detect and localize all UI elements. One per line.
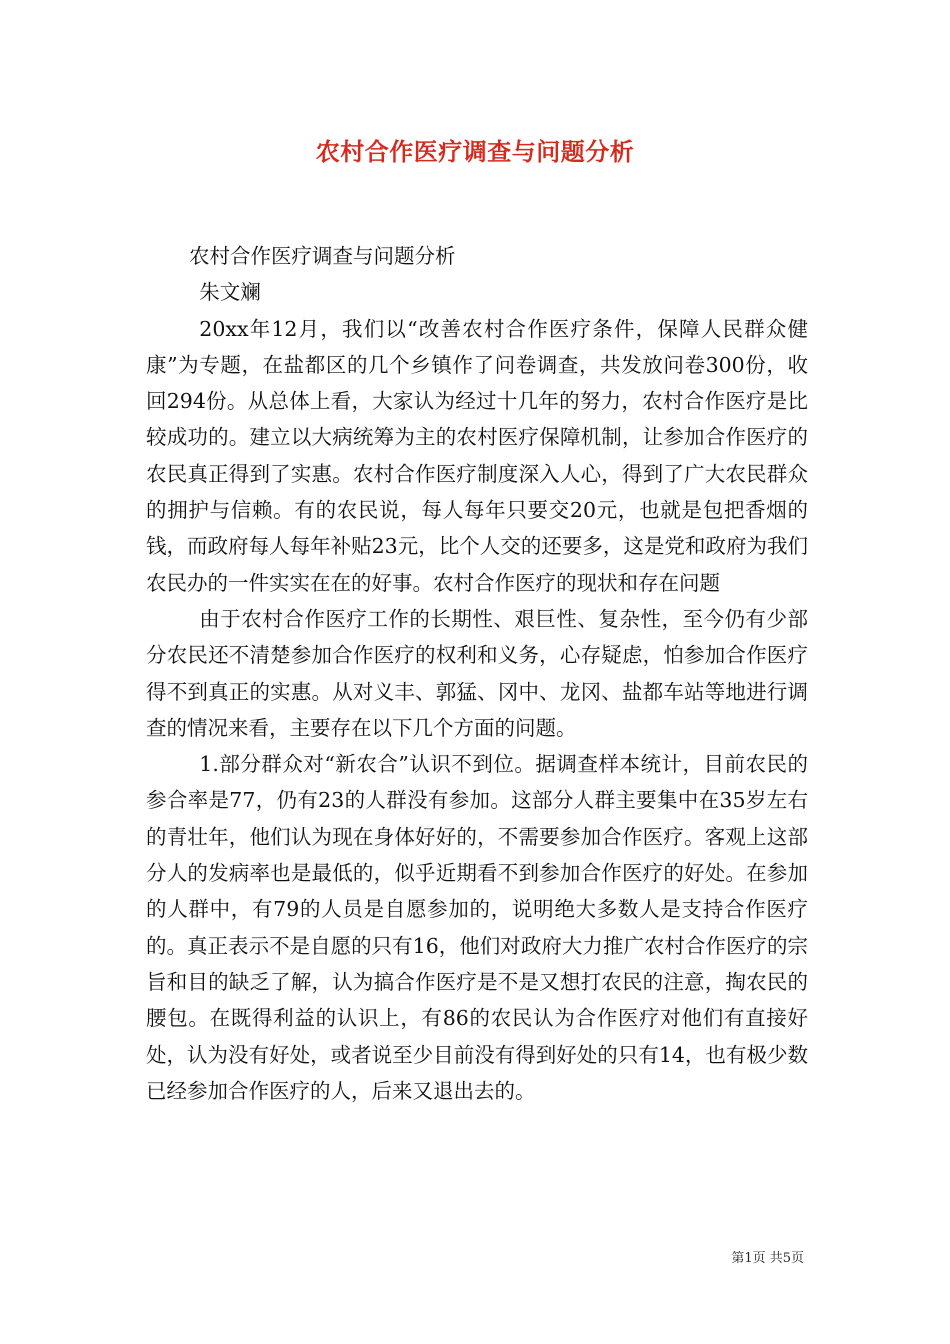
page-number: 第1页 共5页 bbox=[731, 1251, 804, 1266]
article-body bbox=[146, 238, 808, 1109]
document-title: 农村合作医疗调查与问题分析 bbox=[315, 137, 635, 166]
article-subtitle: 农村合作医疗调查与问题分析 bbox=[189, 244, 456, 268]
paragraph: 由于农村合作医疗工作的长期性、艰巨性、复杂性，至今仍有少部分农民还不清楚参加合作医疗的权利和义务，心存疑虑，怕参加合作医疗得不到真正的实惠。从对义丰、郭猛、冈中、龙冈、盐都车站等地进行调查的情况来看，主要存在以下几个方面的问题。 bbox=[146, 606, 808, 740]
paragraph: 20xx年12月，我们以“改善农村合作医疗条件，保障人民群众健康”为专题，在盐都区的几个乡镇作了问卷调查，共发放问卷300份，收回294份。从总体上看，大家认为经过十几年的努力，农村合作医疗是比较成功的。建立以大病统筹为主的农村医疗保障机制，让参加合作医疗的农民真正得到了实惠。农村合作医疗制度深入人心，得到了广大农民群众的拥护与信赖。有的农民说，每人每年只要交20元，也就是包把香烟的钱，而政府每人每年补贴23元，比个人交的还要多，这是党和政府为我们农民办的一件实实在在的好事。农村合作医疗的现状和存在问题 bbox=[146, 316, 808, 595]
article-author: 朱文斓 bbox=[199, 280, 261, 305]
paragraph: 1.部分群众对“新农合”认识不到位。据调查样本统计，目前农民的参合率是77，仍有23的人群没有参加。这部分人群主要集中在35岁左右的青壮年，他们认为现在身体好好的，不需要参加合作医疗。客观上这部分人的发病率也是最低的，似乎近期看不到参加合作医疗的好处。在参加的人群中，有79的人员是自愿参加的，说明绝大多数人是支持合作医疗的。真正表示不是自愿的只有16，他们对政府大力推广农村合作医疗的宗旨和目的缺乏了解，认为搞合作医疗是不是又想打农民的注意，掏农民的腰包。在既得利益的认识上，有86的农民认为合作医疗对他们有直接好处，认为没有好处，或者说至少目前没有得到好处的只有14，也有极少数已经参加合作医疗的人，后来又退出去的。 bbox=[146, 752, 808, 1103]
